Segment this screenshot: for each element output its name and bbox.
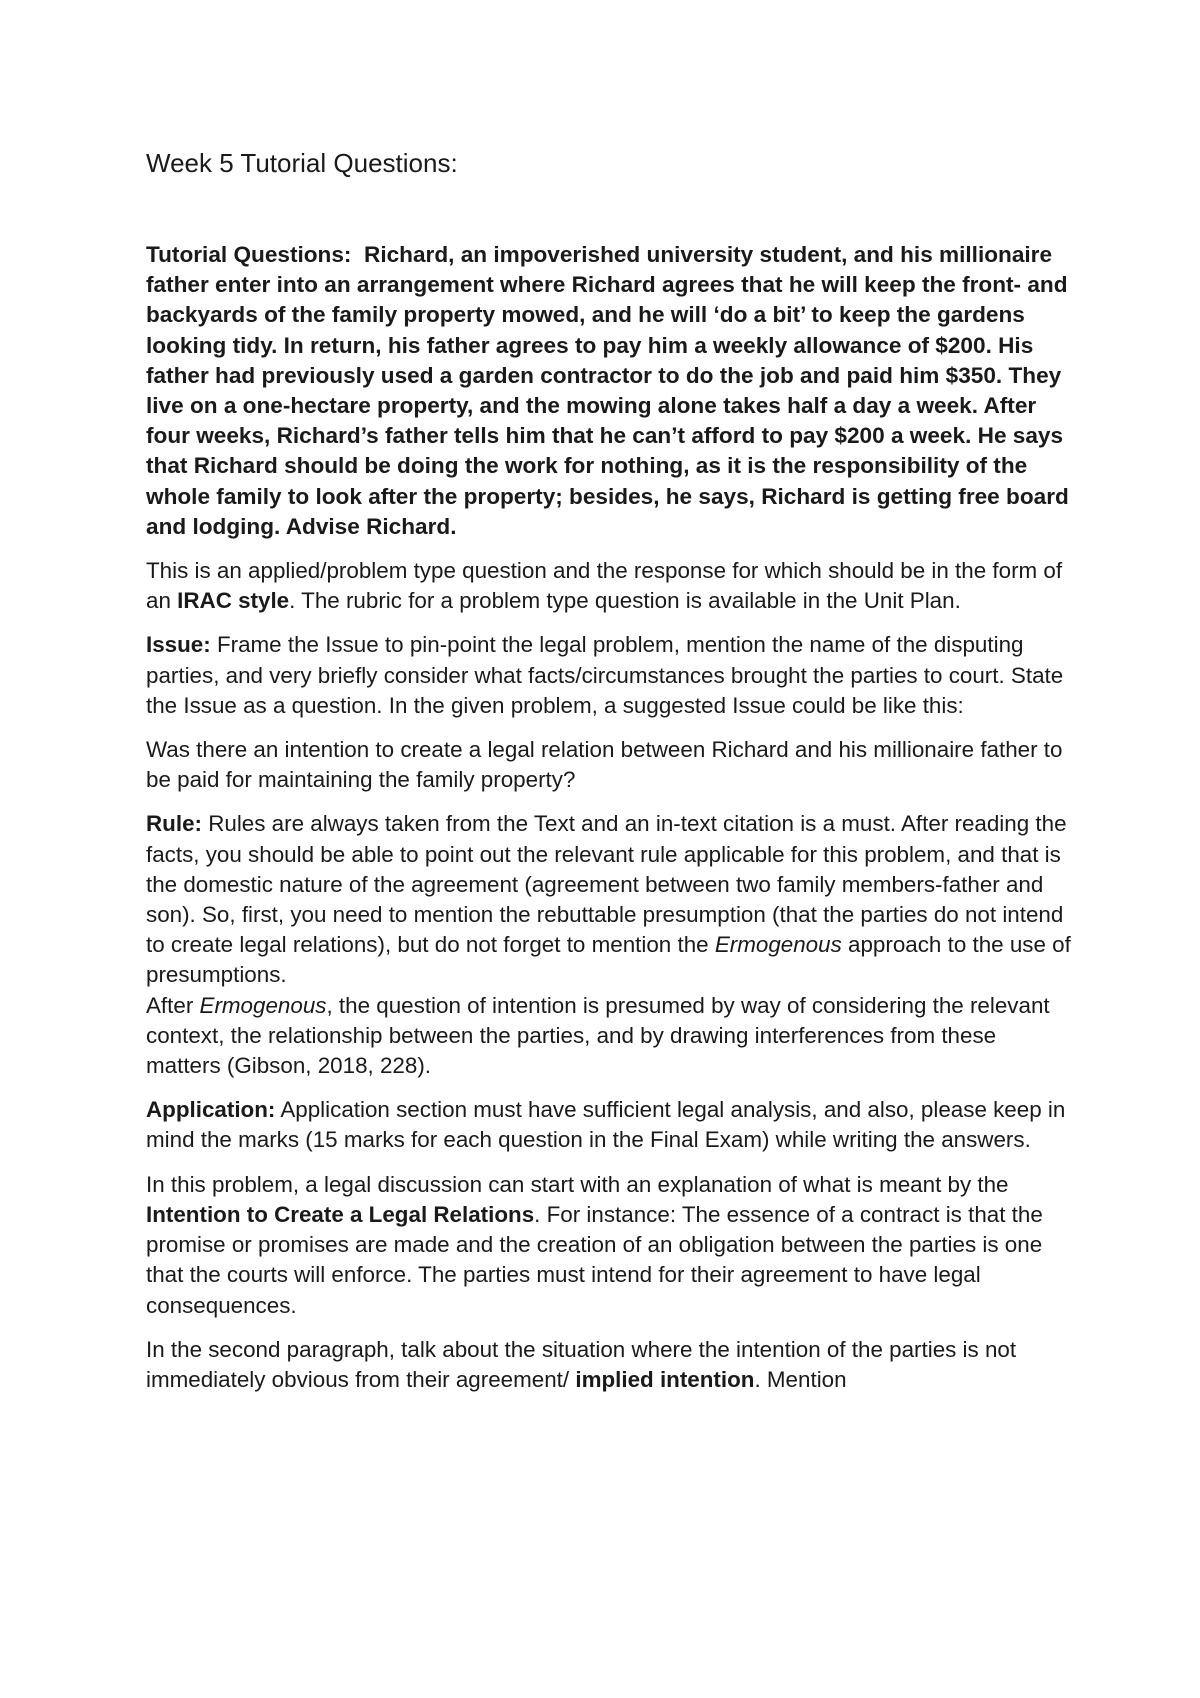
issue-question: Was there an intention to create a legal relation between Richard and his millionaire father to be paid for maintaining the family property? xyxy=(146,737,1063,793)
document-content xyxy=(146,146,1071,1409)
rule-after-pre: After xyxy=(146,992,200,1018)
discussion-paragraph xyxy=(146,1170,1071,1321)
application-text: Application section must have sufficient legal analysis, and also, please keep in mind the marks (15 marks for each question in the Final Exam) while writing the answers. xyxy=(146,1097,1066,1153)
intro-paragraph xyxy=(146,556,1071,616)
tutorial-question xyxy=(146,240,1071,542)
application-paragraph xyxy=(146,1095,1071,1155)
implied-intention-term: implied intention xyxy=(575,1366,755,1392)
application-label: Application: xyxy=(146,1097,276,1123)
second-paragraph xyxy=(146,1335,1071,1395)
question-label: Tutorial Questions: xyxy=(146,242,352,267)
question-text: Richard, an impoverished university student, and his millionaire father enter into an arrangement where Richard agrees that he will keep the front- and backyards of the family property mowed, and he will ‘do a bit’ to keep the gardens looking tidy. In return, his father agrees to pay him a weekly allowance of $200. His father had previously used a garden contractor to do the job and paid him $350. They live on a one-hectare property, and the mowing alone takes half a day a week. After four weeks, Richard’s father tells him that he can’t afford to pay $200 a week. He says that Richard should be doing the work for nothing, as it is the responsibility of the whole family to look after the property; besides, he says, Richard is getting free board and lodging. Advise Richard. xyxy=(146,242,1069,539)
rule-text-2: approach to the use of presumptions. xyxy=(146,932,1071,988)
ermogenous-term-1: Ermogenous xyxy=(714,932,842,958)
rule-label: Rule: xyxy=(146,811,202,837)
issue-paragraph xyxy=(146,630,1071,721)
second-pre: In the second paragraph, talk about the situation where the intention of the parties is not immediately obvious from their agreement/ xyxy=(146,1336,1017,1392)
issue-text: Frame the Issue to pin-point the legal problem, mention the name of the disputing parties, and very briefly consider what facts/circumstances brought the parties to court. State the Issue as a question. In the given problem, a suggested Issue could be like this: xyxy=(146,632,1064,718)
rule-after-post: , the question of intention is presumed by way of considering the relevant context, the relationship between the parties, and by drawing interferences from these matters (Gibson, 2018, 228). xyxy=(146,992,1050,1079)
second-post: . Mention xyxy=(754,1366,847,1392)
intro-pre: This is an applied/problem type question and the response for which should be in the form of an xyxy=(146,558,1063,614)
ermogenous-term-2: Ermogenous xyxy=(199,992,327,1018)
discussion-pre: In this problem, a legal discussion can start with an explanation of what is meant by the xyxy=(146,1171,1009,1197)
issue-label: Issue: xyxy=(146,632,211,658)
intention-term: Intention to Create a Legal Relations xyxy=(146,1201,535,1227)
irac-style-term: IRAC style xyxy=(177,588,290,614)
intro-post: . The rubric for a problem type question is available in the Unit Plan. xyxy=(289,588,961,614)
rule-paragraph xyxy=(146,809,1071,990)
page-title: Week 5 Tutorial Questions: xyxy=(146,148,458,178)
discussion-post: . For instance: The essence of a contract is that the promise or promises are made and the creation of an obligation between the parties is one that the courts will enforce. The parties must intend for their agreement to have legal consequences. xyxy=(146,1201,1043,1318)
rule-text-1: Rules are always taken from the Text and an in-text citation is a must. After reading the facts, you should be able to point out the relevant rule applicable for this problem, and that is the domestic nature of the agreement (agreement between two family members-father and son). So, first, you need to mention the rebuttable presumption (that the parties do not intend to create legal relations), but do not forget to mention the xyxy=(146,811,1067,958)
rule-after-paragraph xyxy=(146,991,1071,1082)
